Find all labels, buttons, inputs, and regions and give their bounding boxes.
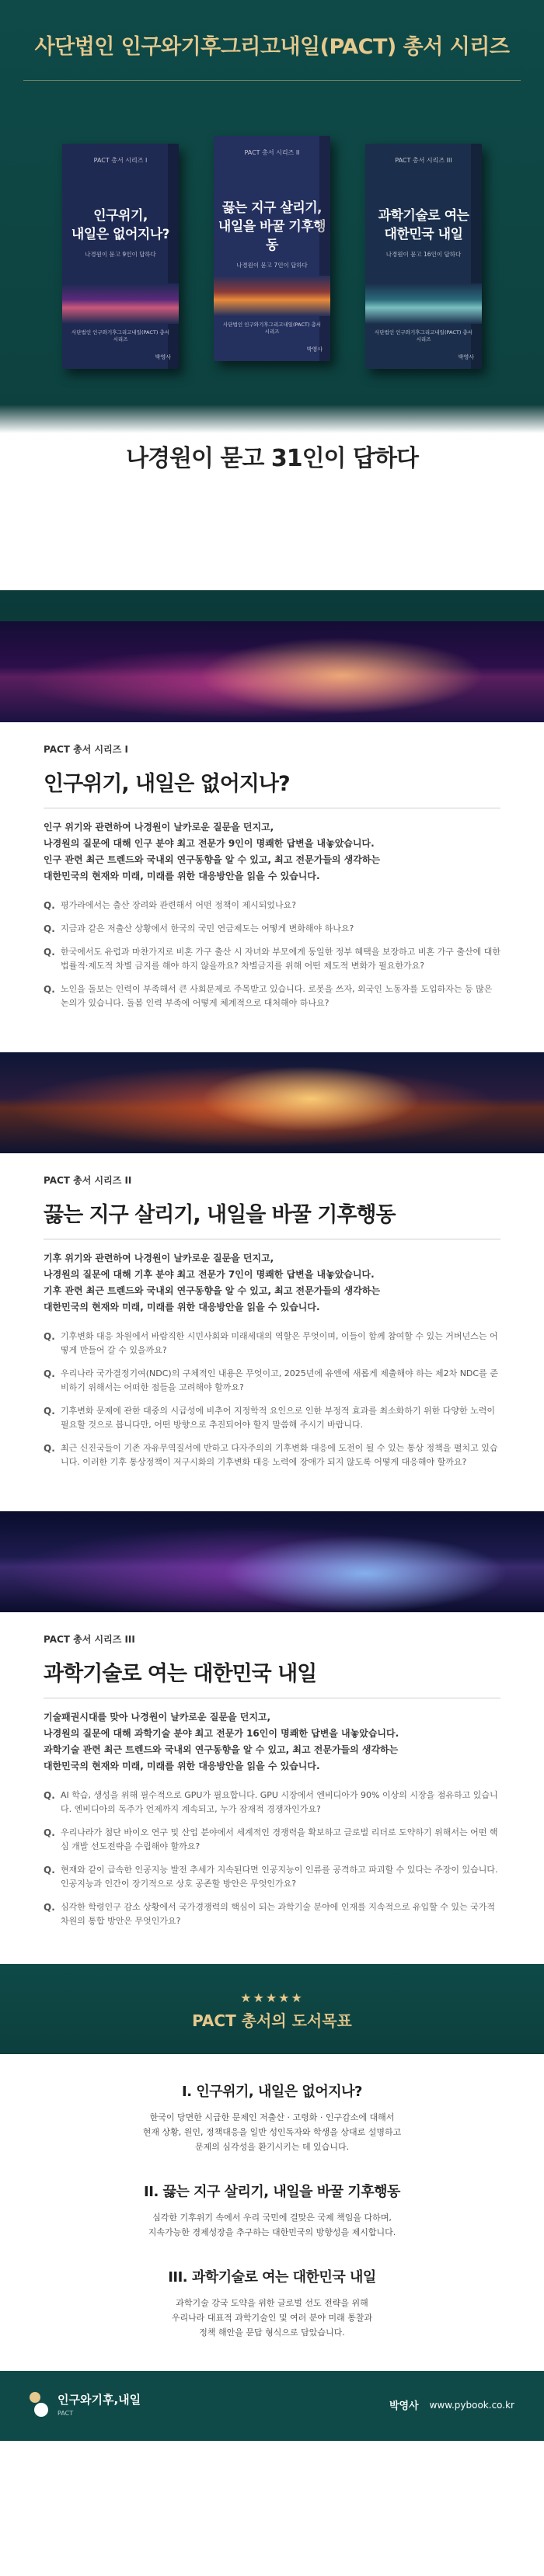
book-footer: 사단법인 인구와기후그리고내일(PACT) 총서 시리즈 xyxy=(222,322,321,335)
question-item: Q. 최근 신진국들이 기존 자유무역질서에 반하고 다자주의의 기후변화 대응에 도전이 될 수 있는 통상 정책을 펼치고 있습니다. 이러한 기후 통상정책이 저구시화의 기후변화 대응 노력에 장애가 되지 않도록 어떻게 대응해야 할까요? xyxy=(44,1443,498,1467)
q-mark: Q. xyxy=(44,947,55,958)
section-title: 끓는 지구 살리기, 내일을 바꿀 기후행동 xyxy=(44,1203,396,1227)
question-item: Q. 한국에서도 유럽과 마찬가지로 비혼 가구 출산 시 자녀와 부모에게 동일한 정부 혜택을 보장하고 비혼 가구 출산에 대한 법률적·제도적 차별 금지를 해야 하지 않을까요? 차별금지를 위해 어떤 제도적 변화가 필요한가요? xyxy=(44,947,500,971)
publisher-name: 박영사 xyxy=(389,2400,419,2412)
hero-white-area xyxy=(0,404,544,590)
publisher-info xyxy=(389,2397,514,2412)
book-cover-1 xyxy=(62,144,179,369)
question-item: Q. 지금과 같은 저출산 상황에서 한국의 국민 연금제도는 어떻게 변화해야 하나요? xyxy=(44,923,354,934)
tagline: 나경원이 묻고 31인이 답하다 xyxy=(126,445,418,472)
section-intro: 인구 위기와 관련하여 나경원이 날카로운 질문을 던지고, 나경원의 질문에 대해 인구 분야 최고 전문가 9인이 명쾌한 답변을 내놓았습니다. 인구 관련 최근 트렌드와 국내외 연구동향을 알 수 있고, 최고 전문가들의 생각하는 대한민국의 현재와 미래, 미래를 위한 대응방안을 읽을 수 있습니다. xyxy=(44,822,381,881)
q-mark: Q. xyxy=(44,1865,55,1876)
book-covers xyxy=(0,136,544,408)
question-item: Q. 우리나라 국가결정기여(NDC)의 구체적인 내용은 무엇이고, 2025년에 유엔에 새롭게 제출해야 하는 제2차 NDC를 준비하기 위해서는 어떠한 점들을 고려해야 할까요? xyxy=(44,1368,498,1392)
goal-item xyxy=(0,2154,544,2240)
series-title: 사단법인 인구와기후그리고내일(PACT) 총서 시리즈 xyxy=(34,35,510,59)
book-publisher: 박영사 xyxy=(306,346,323,353)
goals-list xyxy=(0,2054,544,2371)
book-subtitle: 나경원이 묻고 16인이 답하다 xyxy=(385,251,462,258)
book-gradient-band xyxy=(214,276,330,316)
section-intro: 기술패권시대를 맞아 나경원이 날카로운 질문을 던지고, 나경원의 질문에 대해 과학기술 분야 최고 전문가 16인이 명쾌한 답변을 내놓았습니다. 과학기술 관련 최근 트렌드와 국내외 연구동향을 알 수 있고, 최고 전문가들의 생각하는 대한민국의 현재와 미래, 미래를 위한 대응방안을 읽을 수 있습니다. xyxy=(44,1712,399,1771)
divider xyxy=(23,80,521,81)
book-gradient-band xyxy=(62,283,179,324)
footer xyxy=(0,2371,544,2441)
question-item: Q. AI 학습, 생성을 위해 필수적으로 GPU가 필요합니다. GPU 시장에서 엔비디아가 90% 이상의 시장을 점유하고 있습니다. 엔비디아의 독주가 언제까지 계속되고, 누가 잠재적 경쟁자인가요? xyxy=(44,1790,498,1814)
pact-logo xyxy=(30,2391,141,2417)
goal-title: III. 과학기술로 여는 대한민국 내일 xyxy=(168,2269,376,2286)
q-mark: Q. xyxy=(44,1368,55,1379)
q-mark: Q. xyxy=(44,1406,55,1417)
book-cover-2 xyxy=(214,136,330,361)
goal-title: II. 끓는 지구 살리기, 내일을 바꿀 기후행동 xyxy=(144,2184,400,2200)
question-item: Q. 기후변화 대응 차원에서 바람직한 시민사회와 미래세대의 역할은 무엇이며, 이들이 함께 참여할 수 있는 거버넌스는 어떻게 만들어 갈 수 있을까요? xyxy=(44,1331,498,1355)
goal-item xyxy=(0,2240,544,2340)
book-title: 과학기술로 여는 대한민국 내일 xyxy=(378,208,469,242)
book-gradient-band xyxy=(365,283,482,324)
question-item: Q. 기후변화 문제에 관한 대중의 시급성에 비추어 지정학적 요인으로 인한 부정적 효과를 최소화하기 위한 다양한 노력이 필요할 것으로 봅니다만, 어떤 방향으로 추진되어야 할지 말씀해 주시기 바랍니다. xyxy=(44,1406,495,1430)
section-2 xyxy=(0,1173,544,1469)
question-list xyxy=(44,899,500,1010)
question-item: Q. 노인을 돌보는 인력이 부족해서 큰 사회문제로 주목받고 있습니다. 로봇을 쓰자, 외국인 노동자를 도입하자는 등 많은 논의가 있습니다. 돌봄 인력 부족에 어떻게 체계적으로 대처해야 하나요? xyxy=(44,984,493,1008)
book-publisher: 박영사 xyxy=(155,354,171,360)
book-footer: 사단법인 인구와기후그리고내일(PACT) 총서 시리즈 xyxy=(374,329,473,342)
goal-item xyxy=(0,2054,544,2154)
q-mark: Q. xyxy=(44,1902,55,1913)
q-mark: Q. xyxy=(44,1790,55,1801)
section-1 xyxy=(0,742,544,1010)
section-1-banner-image xyxy=(0,621,544,722)
book-series-label: PACT 총서 시리즈 III xyxy=(395,157,452,164)
goals-header xyxy=(0,1964,544,2054)
goal-text: 한국이 당면한 시급한 문제인 저출산 · 고령화 · 인구감소에 대해서 현재 상황, 원인, 정책대응을 일반 성인독자와 학생을 상대로 설명하고 문제의 심각성을 환기시키는 데 있습니다. xyxy=(142,2112,402,2152)
logo-name: 인구와기후,내일 xyxy=(58,2393,141,2407)
book-subtitle: 나경원이 묻고 7인이 답하다 xyxy=(236,262,308,269)
book-title: 끓는 지구 살리기, 내일을 바꿀 기후행동 xyxy=(218,200,326,253)
header xyxy=(0,0,544,621)
fade-band xyxy=(0,404,544,433)
logo-icon xyxy=(30,2392,50,2417)
goal-text: 과학기술 강국 도약을 위한 글로벌 선도 전략을 위해 우리나라 대표적 과학기술인 및 여러 분야 미래 통찰과 정책 해안을 문답 형식으로 담았습니다. xyxy=(171,2298,373,2338)
book-title: 인구위기, 내일은 없어지나? xyxy=(71,208,170,242)
q-mark: Q. xyxy=(44,1443,55,1454)
publisher-url[interactable]: www.pybook.co.kr xyxy=(429,2399,514,2411)
book-subtitle: 나경원이 묻고 9인이 답하다 xyxy=(85,251,156,258)
section-title: 과학기술로 여는 대한민국 내일 xyxy=(44,1662,317,1686)
book-cover-3 xyxy=(365,144,482,369)
star-rating-icon: ★★★★★ xyxy=(240,1990,304,2005)
question-list xyxy=(44,1789,500,1928)
section-2-banner-image xyxy=(0,1052,544,1153)
book-publisher: 박영사 xyxy=(458,354,474,360)
q-mark: Q. xyxy=(44,984,55,995)
question-list xyxy=(44,1330,500,1469)
section-3 xyxy=(0,1632,544,1928)
q-mark: Q. xyxy=(44,1827,55,1838)
series-label: PACT 총서 시리즈 III xyxy=(44,1634,135,1645)
goal-text: 심각한 기후위기 속에서 우리 국민에 걸맞은 국제 책임을 다하며, 지속가능한 경제성장을 추구하는 대한민국의 방향성을 제시합니다. xyxy=(148,2213,396,2237)
series-label: PACT 총서 시리즈 I xyxy=(44,744,128,755)
q-mark: Q. xyxy=(44,900,55,911)
q-mark: Q. xyxy=(44,1331,55,1342)
question-item: Q. 우리나라가 첨단 바이오 연구 및 산업 분야에서 세계적인 경쟁력을 확보하고 글로벌 리더로 도약하기 위해서는 어떤 핵심 개발 선도전략을 수립해야 할까요? xyxy=(44,1827,498,1851)
question-item: Q. 평가라에서는 출산 장려와 관련해서 어떤 정책이 제시되었나요? xyxy=(44,900,297,911)
section-3-banner-image xyxy=(0,1511,544,1612)
series-label: PACT 총서 시리즈 II xyxy=(44,1175,132,1186)
section-intro: 기후 위기와 관련하여 나경원이 날카로운 질문을 던지고, 나경원의 질문에 대해 기후 분야 최고 전문가 7인이 명쾌한 답변을 내놓았습니다. 기후 관련 최근 트렌드와 국내외 연구동향을 알 수 있고, 최고 전문가들의 생각하는 대한민국의 현재와 미래, 미래를 위한 대응방안을 읽을 수 있습니다. xyxy=(44,1253,381,1312)
question-item: Q. 심각한 학령인구 감소 상황에서 국가경쟁력의 핵심이 되는 과학기술 분야에 인재를 지속적으로 유입할 수 있는 국가적 차원의 통합 방안은 무엇인가요? xyxy=(44,1902,495,1926)
logo-sub: PACT xyxy=(58,2410,74,2417)
book-footer: 사단법인 인구와기후그리고내일(PACT) 총서 시리즈 xyxy=(71,329,169,342)
section-title: 인구위기, 내일은 없어지나? xyxy=(44,772,290,796)
book-series-label: PACT 총서 시리즈 II xyxy=(244,149,300,156)
goal-title: I. 인구위기, 내일은 없어지나? xyxy=(182,2084,362,2100)
goals-title: PACT 총서의 도서목표 xyxy=(192,2011,352,2030)
book-series-label: PACT 총서 시리즈 I xyxy=(93,157,148,164)
question-item: Q. 현재와 같이 급속한 인공지능 발전 추세가 지속된다면 인공지능이 인류를 공격하고 파괴할 수 있다는 주장이 있습니다. 인공지능과 인간이 장기적으로 상호 공존할 방안은 무엇인가요? xyxy=(44,1865,498,1889)
q-mark: Q. xyxy=(44,923,55,934)
